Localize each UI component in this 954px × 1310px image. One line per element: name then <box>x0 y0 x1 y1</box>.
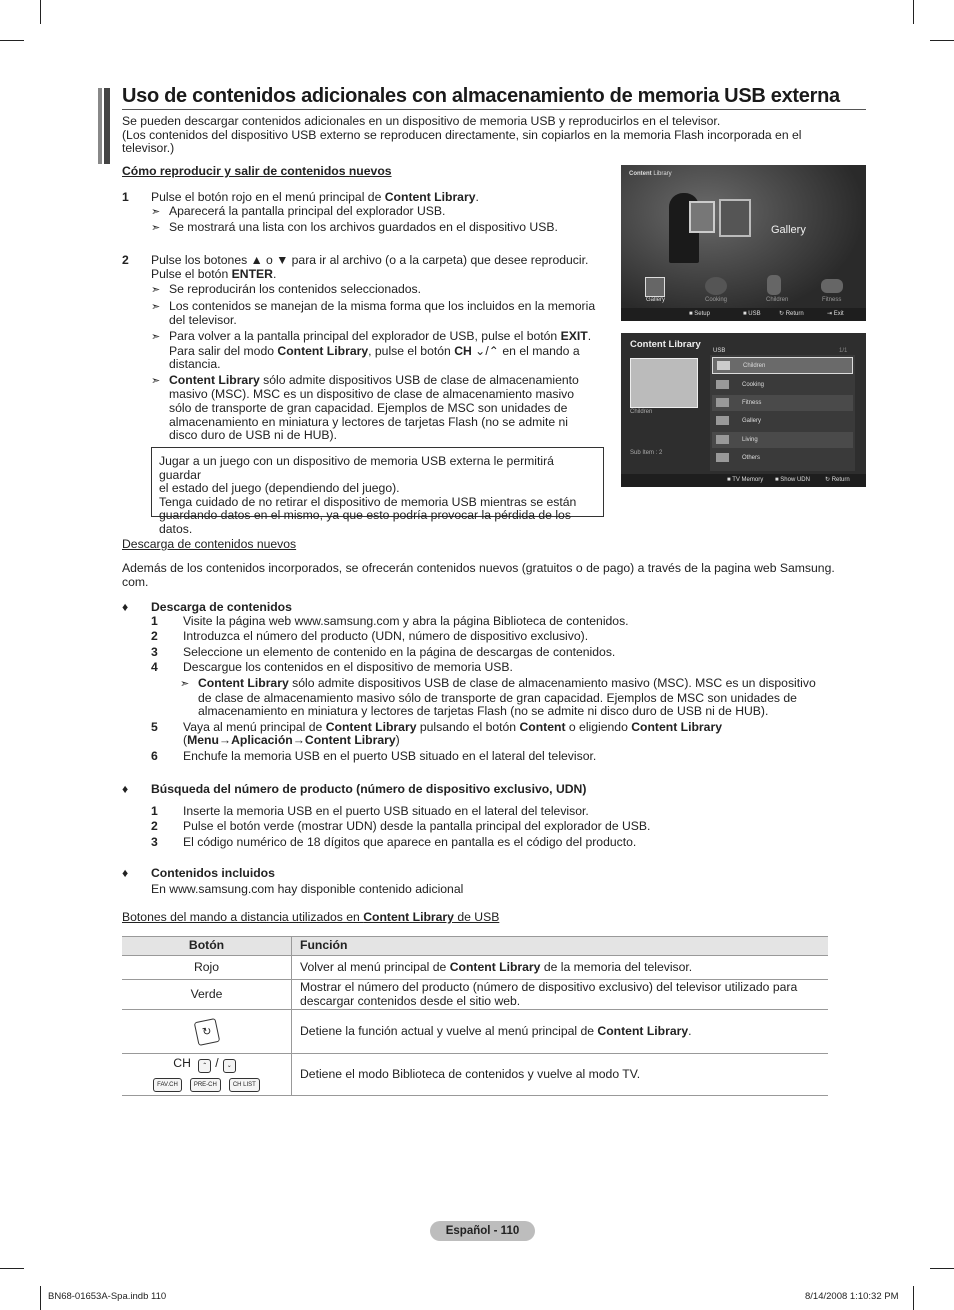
frame-image <box>719 199 751 237</box>
print-date: 8/14/2008 1:10:32 PM <box>805 1291 899 1302</box>
fav-ch-icon: FAV.CH <box>153 1078 182 1092</box>
usb-button[interactable]: ■ USB <box>743 311 761 317</box>
step-number: 2 <box>122 253 129 267</box>
intro-line: Se pueden descargar contenidos adicionales en un dispositivo de memoria USB y reproducirlos en el televisor. <box>122 114 721 128</box>
list-item[interactable]: Others <box>712 450 853 466</box>
section2-intro: Además de los contenidos incorporados, se ofrecerán contenidos nuevos (gratuitos o de pago) a través de la pagina web Samsung. com. <box>122 561 835 589</box>
column-header: Botón <box>122 937 292 956</box>
arrow-icon: ➣ <box>151 330 161 343</box>
title-side-bar <box>98 88 110 164</box>
table-row: Verde Mostrar el número del producto (número de dispositivo exclusivo) del televisor utilizado para descargar contenidos desde el sitio web. <box>122 980 828 1010</box>
step-number: 1 <box>122 190 129 204</box>
table-row: CH ⌃ / ⌄ FAV.CH PRE-CH CH LIST Detiene el modo Biblioteca de contenidos y vuelve al modo TV. <box>122 1054 828 1096</box>
intro <box>122 115 842 156</box>
list-item[interactable]: Cooking <box>712 377 853 393</box>
folder-icon <box>717 361 730 370</box>
arrow-right-icon: → <box>218 733 232 748</box>
step-1: Pulse el botón rojo en el menú principal de Content Library. ➣ Aparecerá la pantalla principal del explorador USB. ➣ Se mostrará una lista con los archivos guardados en el dispositivo USB. <box>151 190 558 235</box>
note-box: Jugar a un juego con un dispositivo de memoria USB externa le permitirá guardar el estado del juego (dependiendo del juego). Tenga cuidado de no retirar el dispositivo de memoria USB mientras se están guardando datos en el mismo, ya que esto podría provocar la pérdida de los datos. <box>151 447 604 517</box>
crop-mark <box>913 0 914 24</box>
return-button[interactable]: ↻ Return <box>779 311 804 317</box>
crop-mark <box>930 1268 954 1269</box>
show-udn-button[interactable]: ■ Show UDN <box>775 477 810 483</box>
category-label: Cooking <box>705 297 728 303</box>
arrow-icon: ➣ <box>151 374 161 387</box>
arrow-icon: ➣ <box>151 284 161 297</box>
thumbnail <box>630 358 698 408</box>
setup-button[interactable]: ■ Setup <box>689 311 710 317</box>
table-row: ↻ Detiene la función actual y vuelve al menú principal de Content Library. <box>122 1010 828 1054</box>
category-label: Gallery <box>646 297 666 303</box>
category-label: Fitness <box>822 297 842 303</box>
step-2: Pulse los botones ▲ o ▼ para ir al archivo (o a la carpeta) que desee reproducir. Pulse el botón ENTER. ➣ Se reproducirán los contenidos seleccionados. ➣ Los contenidos se manejan de la misma forma que los incluidos en la memoria del televisor. ➣ Para volver a la pantalla principal del explorador de USB, pulse el botón EXIT. Para salir del modo Content Library, pulse el botón CH ⌄/⌃ en el mando a distancia. ➣ Content Library sólo admite dispositivos USB de clase de almacenamiento masivo (MSC). MSC es un dispositivo de clase de almacenamiento masivo sólo de transporte de gran capacidad. Ejemplos de MSC son unidades de almacenamiento en miniatura y lectores de tarjetas Flash (no se admite ni disco duro de USB ni de HUB). <box>151 253 596 443</box>
crop-mark <box>0 1268 24 1269</box>
category-label: Children <box>766 297 789 303</box>
crop-mark <box>930 40 954 41</box>
ch-up-icon: ⌃ <box>198 1059 211 1073</box>
folder-icon <box>716 380 729 389</box>
section-heading: Cómo reproducir y salir de contenidos nuevos <box>122 164 392 178</box>
fitness-icon[interactable] <box>821 279 843 293</box>
frame-image <box>689 201 715 233</box>
folder-icon <box>716 435 729 444</box>
page-indicator: 1/1 <box>839 348 848 354</box>
list-item[interactable]: Children <box>712 357 853 374</box>
content-library-main-screen: Content Library Gallery Gallery Cooking Children Fitness ■ Setup ■ USB ↻ Return ⇥ Exit <box>621 165 866 321</box>
download-group: ♦ Descarga de contenidos 1 Visite la página web www.samsung.com y abra la página Biblioteca de contenidos. 2 Introduzca el número del producto (UDN, número de dispositivo exclusivo). 3 Seleccione un elemento de contenido en la página de descargas de contenidos. 4 Descargue los contenidos en el dispositivo de memoria USB. ➣ Content Library sólo admite dispositivos USB de clase de almacenamiento masivo (MSC). MSC es un dispositivo de clase de almacenamiento masivo sólo de transporte de gran capacidad. Ejemplos de MSC son unidades de almacenamiento en miniatura y lectores de tarjetas Flash (no se admite ni disco duro de USB ni de HUB). 5 Vaya al menú principal de Content Library pulsando el botón Content o eligiendo Content Library (Menu→Aplicación→Content Library) 6 Enchufe la memoria USB en el puerto USB situado en el lateral del televisor. <box>122 600 816 763</box>
crop-mark <box>40 0 41 24</box>
gallery-icon[interactable] <box>645 277 665 297</box>
arrow-icon: ➣ <box>151 222 161 235</box>
folder-icon <box>716 398 729 407</box>
table-row: Rojo Volver al menú principal de Content Library de la memoria del televisor. <box>122 956 828 980</box>
source-label: USB <box>713 348 726 354</box>
thumb-label: Children <box>630 409 653 415</box>
column-header: Función <box>292 937 829 956</box>
file-info: BN68-01653A-Spa.indb 110 <box>48 1291 167 1302</box>
folder-icon <box>716 416 729 425</box>
crop-mark <box>0 40 24 41</box>
screen-footer <box>621 474 866 487</box>
pre-ch-icon: PRE-CH <box>190 1078 221 1092</box>
list-item[interactable]: Fitness <box>712 395 853 411</box>
arrow-right-icon: → <box>292 733 305 748</box>
intro-line: (Los contenidos del dispositivo USB externo se reproducen directamente, sin copiarlos en la memoria Flash incorporada en el <box>122 127 802 142</box>
list-item[interactable]: Living <box>712 432 853 448</box>
arrow-icon: ➣ <box>151 205 161 218</box>
included-group: ♦ Contenidos incluidos En www.samsung.com hay disponible contenido adicional <box>122 866 464 896</box>
title-rule <box>122 109 866 110</box>
udn-group: ♦ Búsqueda del número de producto (número de dispositivo exclusivo, UDN) 1 Inserte la memoria USB en el puerto USB situado en el lateral del televisor. 2 Pulse el botón verde (mostrar UDN) desde la pantalla principal del explorador de USB. 3 El código numérico de 18 dígitos que aparece en pantalla es el código del producto. <box>122 782 651 849</box>
tv-memory-button[interactable]: ■ TV Memory <box>727 477 764 483</box>
folder-icon <box>716 453 729 462</box>
intro-line: televisor.) <box>122 141 175 156</box>
file-list <box>710 355 855 471</box>
arrow-icon: ➣ <box>180 677 190 690</box>
section-heading: Botones del mando a distancia utilizados en Content Library de USB <box>122 910 500 924</box>
exit-button[interactable]: ⇥ Exit <box>827 311 844 317</box>
screen-footer <box>621 308 866 321</box>
crop-mark <box>40 1286 41 1310</box>
ch-down-icon: ⌄ <box>223 1059 236 1073</box>
cooking-icon[interactable] <box>705 277 727 295</box>
arrow-icon: ➣ <box>151 300 161 313</box>
focus-label: Gallery <box>771 224 806 236</box>
button-function-table <box>122 936 828 1096</box>
section-heading: Descarga de contenidos nuevos <box>122 537 297 551</box>
page-title: Uso de contenidos adicionales con almacenamiento de memoria USB externa <box>122 85 840 107</box>
children-icon[interactable] <box>767 275 781 295</box>
screen-title: Content Library <box>630 339 701 350</box>
crop-mark <box>913 1286 914 1310</box>
usb-browser-screen <box>621 333 866 487</box>
subitem-count: Sub Item : 2 <box>630 450 663 456</box>
return-button-icon: ↻ <box>193 1017 220 1045</box>
ch-list-icon: CH LIST <box>229 1078 260 1092</box>
return-button[interactable]: ↻ Return <box>825 477 850 483</box>
ch-down-up-icon: ⌄/⌃ <box>471 343 499 358</box>
list-item[interactable]: Gallery <box>712 413 853 429</box>
page-number: Español - 110 <box>430 1221 535 1241</box>
